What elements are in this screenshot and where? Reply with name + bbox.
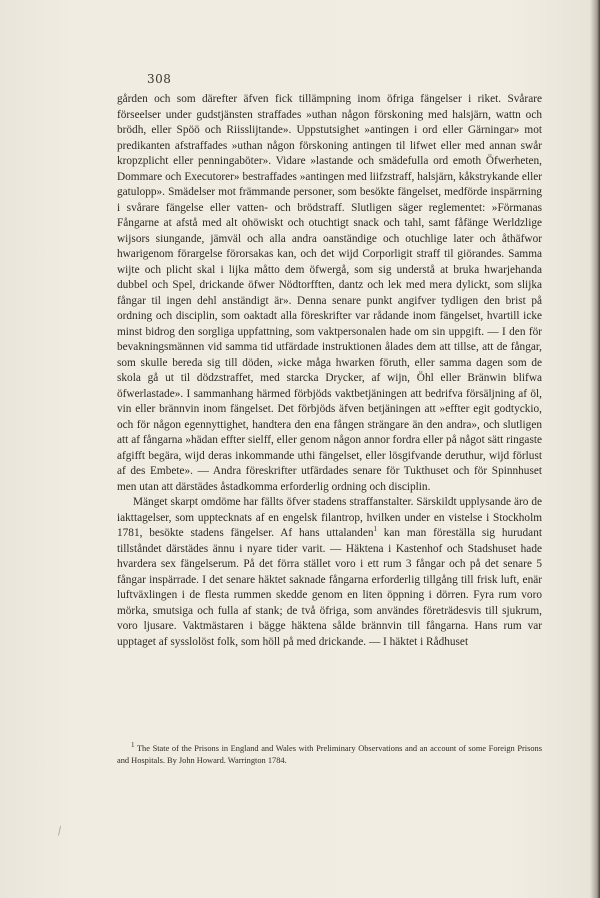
page-number: 308 [147,72,172,86]
footnote [117,743,542,767]
footnote-marker: 1 [131,741,135,750]
footnote-text: The State of the Prisons in England and Wales with Preliminary Observations and an account of some Foreign Prisons and Hospitals. By John Howard. Warrington 1784. [117,744,542,765]
paragraph-2 [117,495,542,650]
footnote-reference: 1 [373,525,377,534]
paragraph-1: gården och som därefter äfven fick tillämpning inom öfriga fängelser i riket. Svårare förseelser under gudstjänsten straffades »uthan någon förskoning med halsjärn, wattn och brödh, eller Spöö och Riisslijtande». Uppstutsighet »antingen i ord eller Gärningar» mot predikanten afstraffades »uthan någon förskoning antingen til lifwet eller med annan swår kropzplicht eller penningaböter». Vidare »lastande och smädefulla ord emoth Öfwerheten, Dommare och Executorer» bestraffades »antingen med liifzstraff, halsjärn, kåkstrykande eller gatulopp». Smädelser mot främmande personer, som besökte fängelset, medförde inspärrning i svårare fängelse eller vatten- och brödstraff. Slutligen säger reglementet: »Förmanas Fångarne at afstå med alt ohöwiskt och otuchtigt snack och tahl, samt fåfänge Werldzlige wijsors siungande, jämväl och alla andra oanständige och otuchlige later och åthäfwor hwarigenom förargelse förorsakas kan, och det wijd Corporligit straff til giörandes. Samma wijte och plicht skal i lijka måtto dem öfwergå, som sig understå at bruka hwarjehanda dubbel och Spel, drickande öfwer Nödtorfften, dantz och lek med mera dylickt, som slijka fångar til ingen dehl anständigt är». Denna senare punkt angifver tydligen den brist på ordning och disciplin, som oaktadt alla föreskrifter var rådande inom fängelset, hvartill icke minst bidrog den sorgliga uppfattning, som vaktpersonalen hade om sin uppgift. — I den för bevakningsmännen vid samma tid utfärdade instruktionen ålades dem att tillse, att de fångar, som skulle bereda sig till döden, »icke måga hwarken föruth, eller samma dagen som de skola gå ut til dödzstraffet, med starcka Drycker, af wijn, Öhl eller Bränwin blifwa öfwerlastade». I sammanhang härmed förbjöds vaktbetjäningen att bedrifva försäljning af öl, vin eller brännvin inom fängelset. Det förbjöds äfven betjäningen att »effter egit godtyckio, och för någon egennyttighet, handtera den ena fången strängare än den andra», och slutligen att af fångarna »hädan effter sielff, eller genom någon annor fordra eller på något sätt ringaste afgifft begära, wijd deras inkommande uthi fängelset, eller lösgifvande deruthur, wijd förlust af des Embete». — Andra föreskrifter utfärdades senare för Tukthuset och för Spinnhuset men utan att därstädes åstadkomma erforderlig ordning och disciplin. [117,93,542,493]
paragraph-2-text-start: Mänget skarpt omdöme har fällts öfver stadens straffanstalter. Särskildt upplysande äro de iakttagelser, som upptecknats af en engelsk filantrop, hvilken under en vistelse i Stockholm 1781, besökte stadens fängelser. Af hans uttalanden [117,496,542,539]
page-edge-shadow [590,0,600,898]
margin-mark [58,826,64,837]
paragraph-2-text-end: kan man föreställa sig hurudant tillståndet därstädes ännu i nyare tider varit. — Häktena i Kastenhof och Stadshuset hade hvardera sex fängelserum. På det förra stället voro i ett rum 3 fångar och på det senare 5 fångar inspärrade. I det senare häktet saknade fångarna erforderlig tillgång till frisk luft, enär luftväxlingen i de flesta rummen skedde genom en liten öppning i dörren. Fyra rum voro mörka, smutsiga och fulla af stank; de två öfriga, som användes företrädesvis till sjukrum, voro ljusare. Vaktmästaren i bägge häktena sålde brännvin till fångarna. Hans rum var upptaget af sysslolöst folk, som höll på med drickande. — I häktet i Rådhuset [117,527,542,648]
body-text [117,92,542,650]
footnote-text-line [117,743,542,767]
